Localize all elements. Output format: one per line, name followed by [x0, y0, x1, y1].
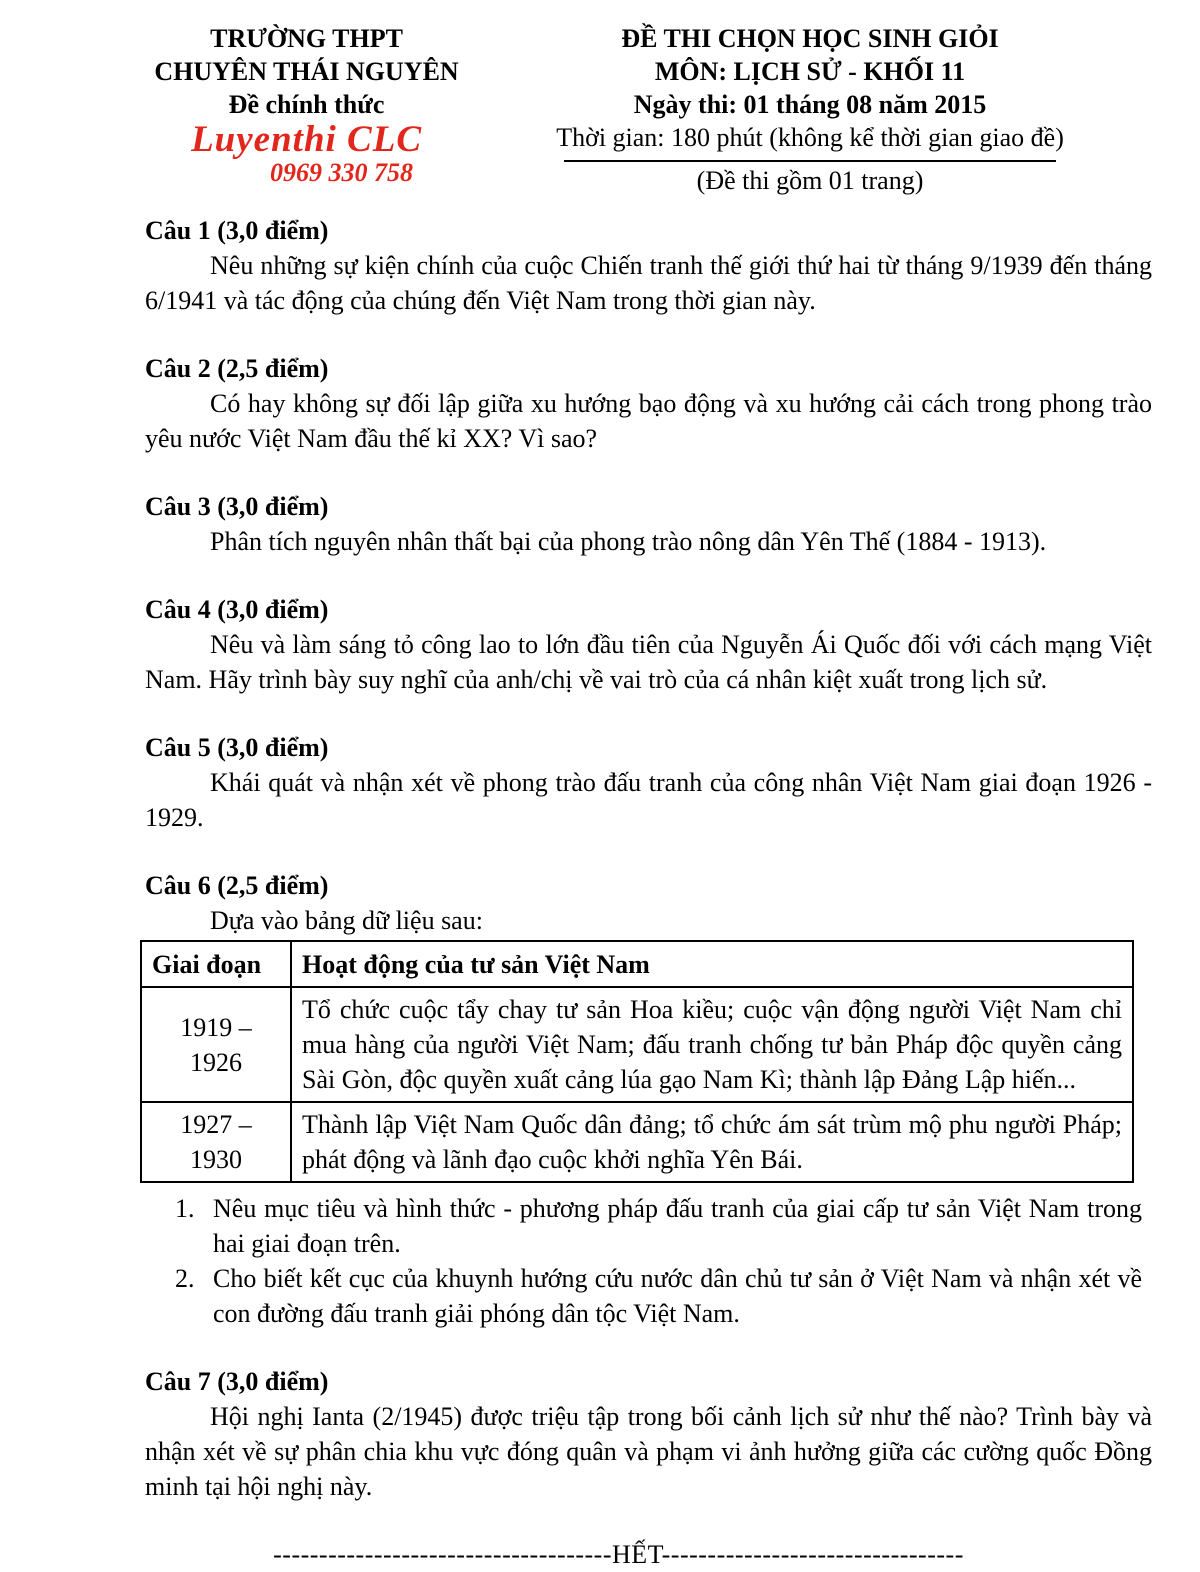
exam-body — [145, 213, 1152, 1572]
phone-number: 0969 330 758 — [270, 158, 414, 187]
exam-date: Ngày thi: 01 tháng 08 năm 2015 — [633, 90, 987, 119]
question-6 — [145, 868, 1152, 1331]
table-cell-activity-2: Thành lập Việt Nam Quốc dân đảng; tổ chức ám sát trùm mộ phu người Pháp; phát động và lãnh đạo cuộc khởi nghĩa Yên Bái. — [291, 1102, 1133, 1182]
sub-question-1-text: Nêu mục tiêu và hình thức - phương pháp đấu tranh của giai cấp tư sản Việt Nam trong hai giai đoạn trên. — [213, 1194, 1142, 1258]
school-name-line2: CHUYÊN THÁI NGUYÊN — [154, 57, 459, 86]
question-4-text: Nêu và làm sáng tỏ công lao to lớn đầu tiên của Nguyễn Ái Quốc đối với cách mạng Việt Nam. Hãy trình bày suy nghĩ của anh/chị về vai trò của cá nhân kiệt xuất trong lịch sử. — [145, 630, 1152, 694]
exam-title: ĐỀ THI CHỌN HỌC SINH GIỎI — [621, 24, 999, 53]
question-7-text: Hội nghị Ianta (2/1945) được triệu tập trong bối cảnh lịch sử như thế nào? Trình bày và nhận xét về sự phân chia khu vực đóng quân và phạm vi ảnh hưởng giữa các cường quốc Đồng minh tại hội nghị này. — [145, 1402, 1152, 1501]
question-3 — [145, 489, 1152, 559]
sub-question-2-text: Cho biết kết cục của khuynh hướng cứu nước dân chủ tư sản ở Việt Nam và nhận xét về con đường đấu tranh giải phóng dân tộc Việt Nam. — [213, 1264, 1142, 1328]
school-block — [85, 22, 528, 197]
pages-note: (Đề thi gồm 01 trang) — [696, 166, 924, 195]
exam-title-block — [528, 22, 1092, 197]
question-2-heading: Câu 2 (2,5 điểm) — [145, 354, 329, 383]
table-cell-period-1: 1919 – 1926 — [141, 987, 291, 1102]
question-2 — [145, 351, 1152, 456]
question-4 — [145, 592, 1152, 697]
question-7-heading: Câu 7 (3,0 điểm) — [145, 1367, 329, 1396]
question-5 — [145, 730, 1152, 835]
table-row — [141, 987, 1133, 1102]
question-4-heading: Câu 4 (3,0 điểm) — [145, 595, 329, 624]
end-of-exam-line: -------------------------------------HẾT--------------------------------- — [273, 1540, 964, 1569]
question-1 — [145, 213, 1152, 318]
table-header-period: Giai đoạn — [141, 941, 291, 987]
school-name-line1: TRƯỜNG THPT — [210, 24, 403, 53]
table-header-row — [141, 941, 1133, 987]
question-7 — [145, 1364, 1152, 1504]
table-cell-period-2: 1927 – 1930 — [141, 1102, 291, 1182]
question-3-text: Phân tích nguyên nhân thất bại của phong trào nông dân Yên Thế (1884 - 1913). — [210, 527, 1047, 556]
question-5-heading: Câu 5 (3,0 điểm) — [145, 733, 329, 762]
table-header-activity: Hoạt động của tư sản Việt Nam — [291, 941, 1133, 987]
question-3-heading: Câu 3 (3,0 điểm) — [145, 492, 329, 521]
question-5-text: Khái quát và nhận xét về phong trào đấu tranh của công nhân Việt Nam giai đoạn 1926 - 1929. — [145, 768, 1152, 832]
question-6-sub-list — [145, 1191, 1152, 1331]
question-2-text: Có hay không sự đối lập giữa xu hướng bạo động và xu hướng cải cách trong phong trào yêu nước Việt Nam đầu thế kỉ XX? Vì sao? — [145, 389, 1152, 453]
table-row — [141, 1102, 1133, 1182]
official-exam-label: Đề chính thức — [228, 90, 385, 119]
table-cell-activity-1: Tổ chức cuộc tẩy chay tư sản Hoa kiều; cuộc vận động người Việt Nam chỉ mua hàng của người Việt Nam; đấu tranh chống tư bản Pháp độc quyền cảng Sài Gòn, độc quyền xuất cảng lúa gạo Nam Kì; thành lập Đảng Lập hiến... — [291, 987, 1133, 1102]
question-6-intro: Dựa vào bảng dữ liệu sau: — [210, 906, 483, 935]
sub-question-1-number: 1. — [175, 1194, 195, 1223]
luyenthi-clc-logo: Luyenthi CLC — [191, 119, 423, 160]
sub-question-2-number: 2. — [175, 1264, 195, 1293]
question-1-heading: Câu 1 (3,0 điểm) — [145, 216, 329, 245]
bourgeoisie-activity-table — [140, 940, 1134, 1183]
sub-question-1 — [175, 1191, 1152, 1261]
question-1-text: Nêu những sự kiện chính của cuộc Chiến tranh thế giới thứ hai từ tháng 9/1939 đến tháng 6/1941 và tác động của chúng đến Việt Nam trong thời gian này. — [145, 251, 1152, 315]
document-header — [85, 22, 1092, 197]
sub-question-2 — [175, 1261, 1152, 1331]
question-6-heading: Câu 6 (2,5 điểm) — [145, 871, 329, 900]
header-divider-line — [564, 160, 1056, 162]
exam-duration: Thời gian: 180 phút (không kể thời gian giao đề) — [556, 123, 1064, 152]
exam-subject: MÔN: LỊCH SỬ - KHỐI 11 — [654, 57, 966, 86]
